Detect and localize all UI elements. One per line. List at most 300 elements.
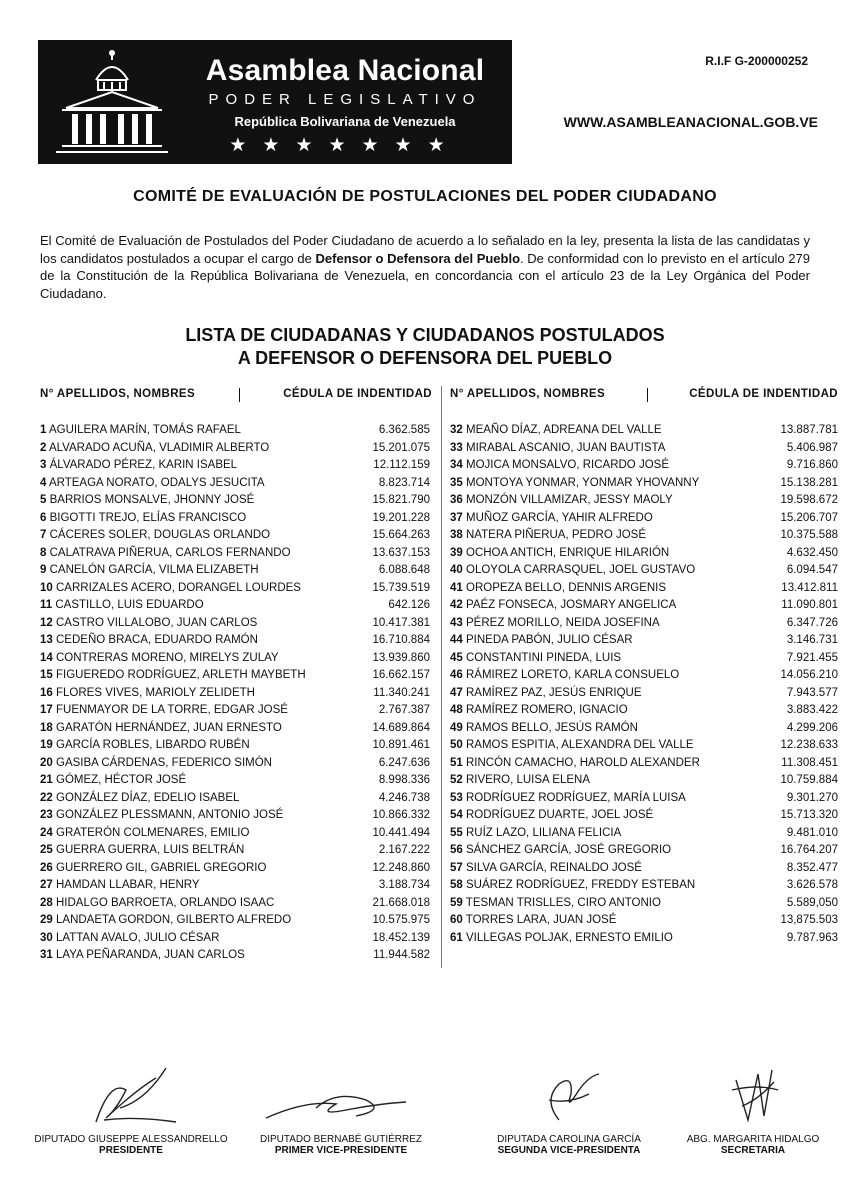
candidate-entry — [40, 597, 204, 615]
candidate-id-number: 4.246.738 — [378, 791, 430, 804]
candidate-row — [40, 527, 430, 545]
candidate-id-number: 9.301.270 — [786, 791, 838, 804]
candidate-id-number: 12.112.159 — [373, 459, 430, 471]
candidate-number: 6 — [40, 511, 47, 524]
signature-block-secretary — [648, 1060, 850, 1156]
candidate-name: MUÑOZ GARCÍA, YAHIR ALFREDO — [466, 511, 653, 524]
candidate-entry — [40, 912, 291, 930]
candidate-name: FUENMAYOR DE LA TORRE, EDGAR JOSÉ — [56, 704, 288, 716]
candidate-entry — [450, 440, 665, 458]
candidate-number: 13 — [40, 634, 53, 646]
candidate-name: AGUILERA MARÍN, TOMÁS RAFAEL — [48, 424, 241, 436]
candidate-name: RAMÍREZ ROMERO, IGNACIO — [466, 704, 628, 716]
signature-block-first-vp — [236, 1060, 446, 1156]
candidate-name: HAMDAN LLABAR, HENRY — [56, 879, 200, 891]
candidate-number: 52 — [450, 774, 463, 786]
candidate-row — [450, 597, 838, 615]
candidate-name: RÁMIREZ LORETO, KARLA CONSUELO — [466, 669, 680, 681]
candidate-entry — [40, 457, 237, 475]
candidate-name: PÉREZ MORILLO, NEIDA JOSEFINA — [466, 616, 660, 629]
candidate-entry — [450, 842, 671, 860]
candidate-number: 43 — [450, 616, 463, 629]
candidate-name: GUERRERO GIL, GABRIEL GREGORIO — [56, 861, 267, 874]
candidate-entry — [450, 580, 666, 598]
candidate-number: 16 — [40, 686, 53, 699]
candidate-number: 18 — [40, 721, 53, 734]
candidate-entry — [40, 632, 258, 650]
candidate-name: MOJICA MONSALVO, RICARDO JOSÉ — [466, 459, 669, 471]
candidate-row — [450, 632, 838, 650]
candidate-number: 39 — [450, 546, 463, 559]
candidate-entry — [450, 475, 699, 493]
candidate-row — [40, 632, 430, 650]
candidate-name: MONZÓN VILLAMIZAR, JESSY MAOLY — [466, 494, 673, 506]
candidate-name: BARRIOS MONSALVE, JHONNY JOSÉ — [49, 494, 255, 506]
candidate-id-number: 3.188.734 — [378, 879, 430, 891]
intro-paragraph — [40, 232, 810, 302]
candidate-entry — [450, 527, 646, 545]
branch-name: PODER LEGISLATIVO — [208, 91, 482, 108]
candidate-row — [40, 492, 430, 510]
candidate-entry — [40, 475, 265, 493]
candidate-entry — [450, 737, 694, 755]
candidate-name: VILLEGAS POLJAK, ERNESTO EMILIO — [466, 931, 673, 944]
candidate-name: ALVARADO ACUÑA, VLADIMIR ALBERTO — [48, 441, 270, 454]
candidate-row — [450, 807, 838, 825]
candidate-row — [450, 475, 838, 493]
candidate-row — [40, 510, 430, 528]
candidate-row — [40, 772, 430, 790]
candidate-row — [450, 580, 838, 598]
candidate-entry — [450, 895, 661, 913]
candidate-number: 40 — [450, 564, 463, 576]
candidate-row — [40, 930, 430, 948]
candidate-id-number: 14.056.210 — [780, 669, 838, 681]
candidate-name: PAÉZ FONSECA, JOSMARY ANGELICA — [466, 599, 677, 611]
candidate-name: MEAÑO DÍAZ, ADREANA DEL VALLE — [466, 424, 662, 436]
intro-text-1: El Comité de Evaluación de Postulados del Poder Ciudadano de acuerdo a lo señalado en la ley, presenta la lista de las candidatas y los candidatos postulados a ocupar el cargo de — [40, 233, 810, 266]
candidate-entry — [450, 702, 628, 720]
candidate-id-number: 16.662.157 — [372, 669, 430, 681]
candidate-number: 61 — [450, 931, 463, 944]
candidate-id-number: 14.689.864 — [372, 721, 430, 734]
candidate-row — [450, 702, 838, 720]
candidate-row — [450, 650, 838, 668]
candidate-entry — [40, 825, 249, 843]
candidate-id-number: 16.710.884 — [372, 634, 430, 646]
candidate-id-number: 10.417.381 — [372, 616, 430, 629]
candidate-row — [450, 562, 838, 580]
candidate-row — [40, 457, 430, 475]
candidate-number: 5 — [40, 494, 47, 506]
column-header-id: CÉDULA DE INDENTIDAD — [283, 388, 432, 400]
candidate-name: OLOYOLA CARRASQUEL, JOEL GUSTAVO — [466, 564, 696, 576]
column-separator — [239, 388, 240, 402]
candidate-number: 42 — [450, 599, 463, 611]
candidate-row — [40, 720, 430, 738]
candidate-row — [40, 615, 430, 633]
signer-role: SEGUNDA VICE-PRESIDENTA — [497, 1145, 641, 1156]
candidate-id-number: 18.452.139 — [372, 931, 430, 944]
candidate-entry — [450, 650, 621, 668]
candidate-number: 59 — [450, 896, 463, 909]
rif-number: R.I.F G-200000252 — [705, 54, 808, 68]
candidate-row — [450, 545, 838, 563]
candidate-number: 56 — [450, 844, 463, 856]
candidate-entry — [40, 755, 272, 773]
candidate-id-number: 15.821.790 — [372, 494, 430, 506]
candidate-id-number: 10.575.975 — [372, 914, 430, 926]
candidate-id-number: 6.362.585 — [378, 424, 430, 436]
candidate-number: 30 — [40, 931, 53, 944]
candidate-row — [450, 877, 838, 895]
candidate-number: 34 — [450, 459, 463, 471]
candidate-row — [450, 510, 838, 528]
candidate-row — [40, 422, 430, 440]
candidate-name: CASTRO VILLALOBO, JUAN CARLOS — [56, 616, 258, 629]
candidate-entry — [450, 492, 673, 510]
candidate-id-number: 7.921.455 — [786, 651, 838, 664]
candidate-id-number: 6.088.648 — [378, 564, 430, 576]
candidate-name: SÁNCHEZ GARCÍA, JOSÉ GREGORIO — [466, 844, 672, 856]
candidate-entry — [40, 492, 254, 510]
candidate-entry — [450, 457, 669, 475]
candidate-name: SILVA GARCÍA, REINALDO JOSÉ — [466, 861, 642, 874]
candidate-id-number: 13.637.153 — [372, 546, 430, 559]
candidate-row — [450, 790, 838, 808]
candidate-id-number: 8.823.714 — [378, 476, 430, 489]
candidate-name: RAMOS ESPITIA, ALEXANDRA DEL VALLE — [466, 739, 694, 751]
candidate-name: RODRÍGUEZ DUARTE, JOEL JOSÉ — [466, 809, 654, 821]
candidate-id-number: 13.939.860 — [372, 651, 430, 664]
candidate-name: NATERA PIÑERUA, PEDRO JOSÉ — [466, 529, 646, 541]
candidate-id-number: 13,875.503 — [780, 914, 838, 926]
candidate-entry — [450, 632, 633, 650]
candidate-id-number: 15.201.075 — [372, 441, 430, 454]
candidate-number: 10 — [40, 581, 53, 594]
candidate-row — [450, 737, 838, 755]
candidate-entry — [450, 422, 662, 440]
candidate-name: FLORES VIVES, MARIOLY ZELIDETH — [56, 686, 255, 699]
candidate-id-number: 3.146.731 — [786, 634, 838, 646]
candidate-row — [450, 720, 838, 738]
candidate-id-number: 8.998.336 — [378, 774, 430, 786]
candidate-number: 22 — [40, 791, 53, 804]
column-header-id: CÉDULA DE INDENTIDAD — [689, 388, 838, 400]
candidate-number: 2 — [40, 441, 47, 454]
candidate-entry — [450, 877, 695, 895]
list-title-line-1: LISTA DE CIUDADANAS Y CIUDADANOS POSTULADOS — [185, 325, 665, 345]
candidate-number: 23 — [40, 809, 53, 821]
candidate-number: 17 — [40, 704, 53, 716]
right-column-header — [450, 388, 838, 402]
candidate-row — [450, 842, 838, 860]
candidate-id-number: 19.598.672 — [780, 494, 838, 506]
candidate-row — [450, 440, 838, 458]
candidate-row — [450, 772, 838, 790]
candidate-entry — [40, 860, 266, 878]
candidate-number: 41 — [450, 581, 463, 594]
candidate-id-number: 10.891.461 — [372, 739, 430, 751]
candidate-row — [40, 912, 430, 930]
candidate-id-number: 12.248.860 — [372, 861, 430, 874]
candidate-name: RINCÓN CAMACHO, HAROLD ALEXANDER — [466, 756, 700, 769]
candidate-name: RODRÍGUEZ RODRÍGUEZ, MARÍA LUISA — [466, 791, 686, 804]
candidate-id-number: 13.412.811 — [781, 581, 838, 594]
candidate-name: GRATERÓN COLMENARES, EMILIO — [56, 826, 250, 839]
candidate-name: GÓMEZ, HÉCTOR JOSÉ — [56, 774, 187, 786]
candidate-id-number: 15.664.263 — [372, 529, 430, 541]
candidate-entry — [450, 685, 642, 703]
candidate-number: 46 — [450, 669, 463, 681]
candidate-entry — [450, 860, 642, 878]
candidate-list-left — [40, 422, 430, 965]
stars-decoration: ★★★★★★★ — [229, 135, 461, 156]
candidate-row — [450, 930, 838, 948]
candidate-name: LATTAN AVALO, JULIO CÉSAR — [56, 931, 220, 944]
candidate-number: 38 — [450, 529, 463, 541]
candidate-entry — [40, 562, 259, 580]
candidate-number: 28 — [40, 896, 53, 909]
candidate-row — [450, 825, 838, 843]
candidate-id-number: 3.883.422 — [786, 704, 838, 716]
candidate-id-number: 6.094.547 — [786, 564, 838, 576]
candidate-entry — [40, 807, 283, 825]
candidate-entry — [450, 562, 695, 580]
candidate-id-number: 16.764.207 — [780, 844, 838, 856]
candidate-row — [40, 825, 430, 843]
candidate-row — [40, 580, 430, 598]
candidate-id-number: 6.247.636 — [378, 756, 430, 769]
candidate-name: MIRABAL ASCANIO, JUAN BAUTISTA — [466, 441, 666, 454]
candidate-entry — [40, 895, 274, 913]
candidate-entry — [40, 545, 291, 563]
candidate-id-number: 4.632.450 — [786, 546, 838, 559]
candidate-number: 53 — [450, 791, 463, 804]
signer-name: ABG. MARGARITA HIDALGO — [686, 1134, 820, 1145]
candidate-entry — [40, 930, 219, 948]
candidate-entry — [450, 772, 590, 790]
candidate-name: CASTILLO, LUIS EDUARDO — [55, 599, 204, 611]
candidate-entry — [450, 615, 660, 633]
candidate-name: HIDALGO BARROETA, ORLANDO ISAAC — [56, 896, 275, 909]
candidate-name: OROPEZA BELLO, DENNIS ARGENIS — [466, 581, 667, 594]
candidate-name: RUÍZ LAZO, LILIANA FELICIA — [466, 826, 622, 839]
committee-title: COMITÉ DE EVALUACIÓN DE POSTULACIONES DEL PODER CIUDADANO — [133, 188, 717, 205]
candidate-name: TORRES LARA, JUAN JOSÉ — [465, 914, 617, 926]
candidate-id-number: 11.090.801 — [781, 599, 838, 611]
candidate-row — [450, 492, 838, 510]
candidate-name: CONSTANTINI PINEDA, LUIS — [466, 651, 622, 664]
candidate-name: RAMÍREZ PAZ, JESÚS ENRIQUE — [466, 686, 642, 699]
candidate-id-number: 10.375.588 — [780, 529, 838, 541]
candidate-name: TESMAN TRISLLES, CIRO ANTONIO — [465, 896, 661, 909]
candidate-number: 20 — [40, 756, 53, 769]
candidate-number: 36 — [450, 494, 463, 506]
candidate-number: 25 — [40, 844, 53, 856]
candidate-name: LANDAETA GORDON, GILBERTO ALFREDO — [56, 914, 292, 926]
candidate-entry — [40, 650, 279, 668]
candidate-row — [450, 667, 838, 685]
candidate-number: 32 — [450, 424, 463, 436]
website-url: WWW.ASAMBLEANACIONAL.GOB.VE — [563, 114, 818, 130]
candidate-number: 37 — [450, 511, 463, 524]
candidate-row — [450, 895, 838, 913]
column-header-names: N° APELLIDOS, NOMBRES — [450, 388, 606, 400]
candidate-id-number: 2.167.222 — [378, 844, 430, 856]
candidate-number: 12 — [40, 616, 53, 629]
candidate-entry — [40, 510, 246, 528]
candidate-number: 49 — [450, 721, 463, 734]
candidate-row — [40, 860, 430, 878]
candidate-id-number: 9.716.860 — [786, 459, 838, 471]
candidate-name: CONTRERAS MORENO, MIRELYS ZULAY — [56, 651, 279, 664]
signature-1-icon — [76, 1060, 186, 1130]
candidate-name: GONZÁLEZ PLESSMANN, ANTONIO JOSÉ — [56, 809, 284, 821]
candidate-id-number: 11.944.582 — [373, 949, 430, 961]
candidate-entry — [40, 685, 255, 703]
candidate-id-number: 8.352.477 — [786, 861, 838, 874]
candidate-number: 57 — [450, 861, 463, 874]
column-header-names: N° APELLIDOS, NOMBRES — [40, 388, 196, 400]
intro-text-2: . De conformidad con lo previsto en el artículo 279 de la Constitución de la República Bolivariana de Venezuela, en concordancia con el artículo 23 de la Ley Orgánica del Poder Ciudadano. — [40, 250, 810, 301]
candidate-id-number: 15.206.707 — [780, 511, 838, 524]
candidate-number: 14 — [40, 651, 53, 664]
candidate-row — [450, 457, 838, 475]
candidate-row — [40, 650, 430, 668]
candidate-row — [40, 667, 430, 685]
candidate-name: ÁLVARADO PÉREZ, KARIN ISABEL — [49, 459, 238, 471]
candidate-number: 9 — [40, 564, 47, 576]
candidate-number: 21 — [40, 774, 53, 786]
candidate-row — [450, 755, 838, 773]
candidate-name: BIGOTTI TREJO, ELÍAS FRANCISCO — [49, 511, 247, 524]
signature-block-second-vp — [464, 1060, 674, 1156]
candidate-entry — [450, 912, 616, 930]
candidate-entry — [40, 527, 270, 545]
candidate-entry — [40, 615, 257, 633]
country-name: República Bolivariana de Venezuela — [234, 114, 456, 129]
candidate-name: GUERRA GUERRA, LUIS BELTRÁN — [56, 844, 245, 856]
candidate-entry — [40, 580, 301, 598]
candidate-id-number: 11.340.241 — [373, 686, 430, 699]
candidate-number: 54 — [450, 809, 463, 821]
candidate-row — [40, 947, 430, 965]
candidate-number: 47 — [450, 686, 463, 699]
candidate-row — [450, 685, 838, 703]
candidate-name: MONTOYA YONMAR, YONMAR YHOVANNY — [466, 476, 700, 489]
candidate-id-number: 5.589,050 — [786, 896, 838, 909]
candidate-number: 19 — [40, 739, 53, 751]
candidate-number: 60 — [450, 914, 463, 926]
candidate-entry — [40, 947, 245, 965]
left-column-header — [40, 388, 432, 402]
signature-3-icon — [529, 1060, 609, 1130]
candidate-id-number: 19.201.228 — [372, 511, 430, 524]
candidate-entry — [40, 720, 282, 738]
candidate-number: 3 — [40, 459, 47, 471]
capitol-logo-icon — [52, 46, 172, 158]
candidate-entry — [450, 807, 653, 825]
candidate-row — [40, 597, 430, 615]
candidate-name: LAYA PEÑARANDA, JUAN CARLOS — [56, 949, 245, 961]
candidate-name: SUÁREZ RODRÍGUEZ, FREDDY ESTEBAN — [466, 879, 696, 891]
candidate-id-number: 642.126 — [388, 599, 430, 611]
candidate-id-number: 6.347.726 — [786, 616, 838, 629]
candidate-row — [40, 475, 430, 493]
candidate-entry — [40, 877, 200, 895]
candidate-number: 50 — [450, 739, 463, 751]
candidate-number: 15 — [40, 669, 53, 681]
candidate-row — [40, 440, 430, 458]
candidate-row — [40, 755, 430, 773]
candidate-id-number: 4.299.206 — [786, 721, 838, 734]
list-title — [0, 324, 850, 370]
candidate-id-number: 15.713.320 — [780, 809, 838, 821]
candidate-row — [40, 562, 430, 580]
candidate-entry — [450, 930, 673, 948]
candidate-row — [450, 912, 838, 930]
candidate-name: GONZÁLEZ DÍAZ, EDELIO ISABEL — [56, 791, 240, 804]
candidate-number: 26 — [40, 861, 53, 874]
candidate-number: 11 — [40, 599, 53, 611]
candidate-entry — [40, 842, 244, 860]
column-separator — [647, 388, 648, 402]
candidate-id-number: 2.767.387 — [378, 704, 430, 716]
candidate-id-number: 10.759.884 — [780, 774, 838, 786]
candidate-row — [40, 545, 430, 563]
candidate-row — [40, 737, 430, 755]
candidate-row — [40, 807, 430, 825]
candidate-entry — [40, 667, 306, 685]
candidate-name: RIVERO, LUISA ELENA — [466, 774, 590, 786]
candidate-entry — [450, 755, 700, 773]
candidate-row — [40, 702, 430, 720]
candidate-row — [40, 877, 430, 895]
candidate-entry — [40, 737, 250, 755]
signer-name: DIPUTADA CAROLINA GARCÍA — [497, 1134, 641, 1145]
candidate-row — [40, 790, 430, 808]
candidate-row — [450, 422, 838, 440]
candidate-number: 4 — [40, 476, 47, 489]
candidate-entry — [40, 790, 239, 808]
candidate-number: 31 — [40, 949, 53, 961]
candidate-number: 27 — [40, 879, 53, 891]
candidate-number: 44 — [450, 634, 463, 646]
candidate-number: 35 — [450, 476, 463, 489]
candidate-entry — [450, 790, 686, 808]
candidate-entry — [450, 720, 638, 738]
candidate-row — [40, 895, 430, 913]
institution-name: Asamblea Nacional — [205, 54, 485, 87]
candidate-entry — [450, 510, 653, 528]
candidate-number: 7 — [40, 529, 47, 541]
candidate-id-number: 9.481.010 — [786, 826, 838, 839]
candidate-entry — [450, 667, 679, 685]
signature-block-president — [26, 1060, 236, 1156]
column-divider — [441, 386, 442, 968]
candidate-number: 55 — [450, 826, 463, 839]
candidate-name: CALATRAVA PIÑERUA, CARLOS FERNANDO — [49, 546, 291, 559]
candidate-number: 51 — [450, 756, 463, 769]
candidate-number: 33 — [450, 441, 463, 454]
candidate-entry — [450, 825, 621, 843]
signer-role: PRESIDENTE — [99, 1145, 163, 1156]
signer-name: DIPUTADO GIUSEPPE ALESSANDRELLO — [34, 1134, 228, 1145]
candidate-name: ARTEAGA NORATO, ODALYS JESUCITA — [48, 476, 265, 489]
candidate-name: CARRIZALES ACERO, DORANGEL LOURDES — [56, 581, 301, 594]
candidate-name: FIGUEREDO RODRÍGUEZ, ARLETH MAYBETH — [56, 669, 306, 681]
